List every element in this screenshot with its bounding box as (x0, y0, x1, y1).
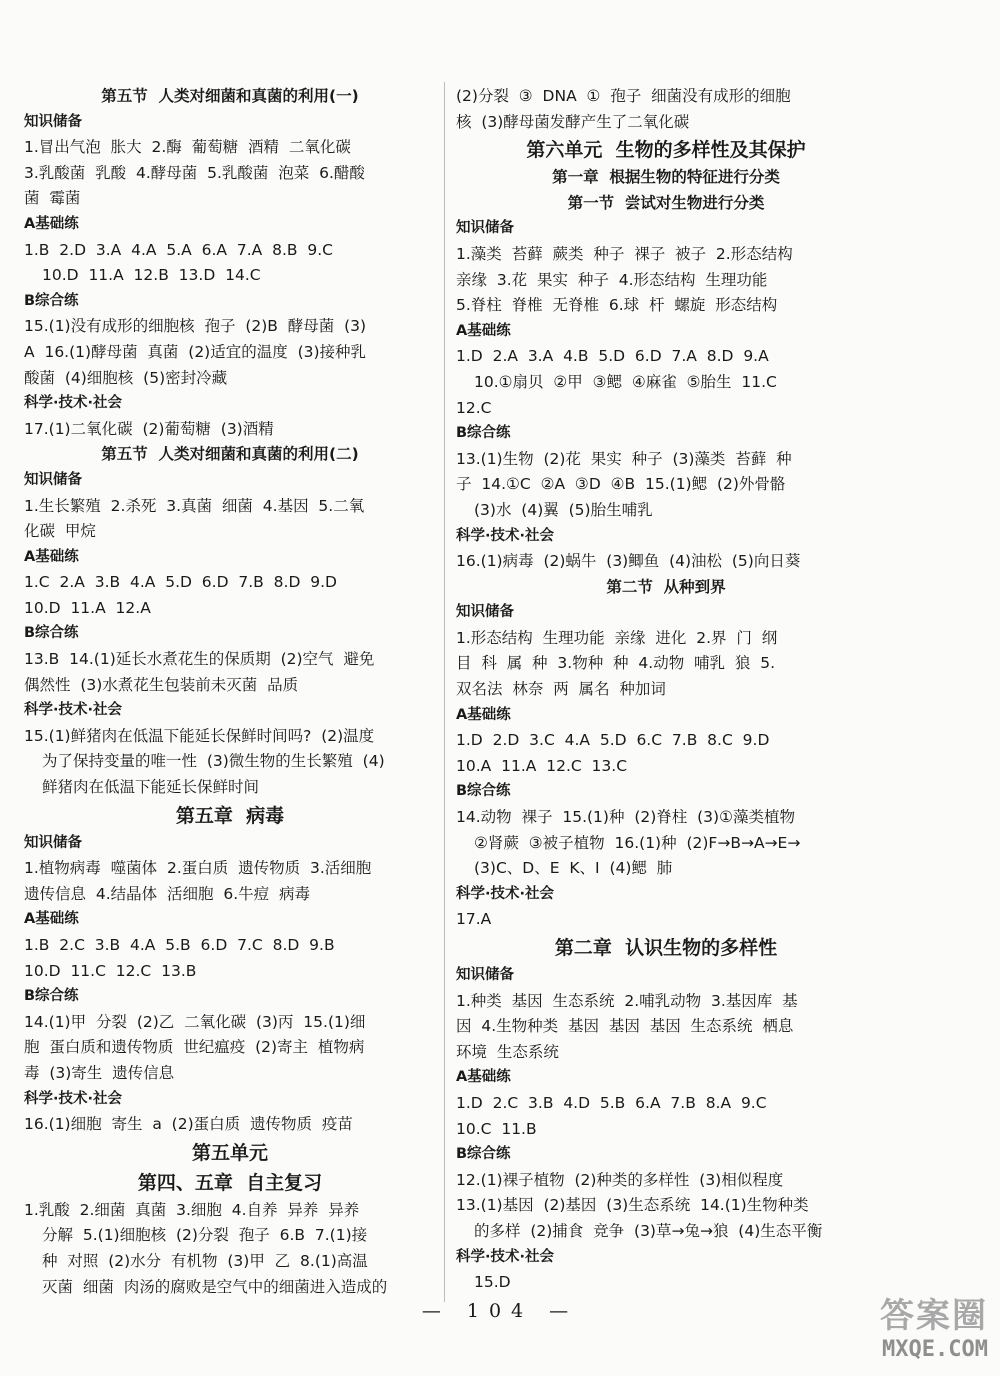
answer-line: (2)分裂 ③ DNA ① 孢子 细菌没有成形的细胞 (456, 87, 791, 105)
answer-line: 环境 生态系统 (456, 1042, 559, 1061)
answer-line: 1.C 2.A 3.B 4.A 5.D 6.D 7.B 8.D 9.D (24, 573, 337, 592)
subsection-label: 科学·技术·社会 (24, 1090, 123, 1107)
subsection-label: A基础练 (24, 911, 79, 928)
subsection-label: B综合练 (456, 1146, 511, 1163)
answer-line: 15.(1)没有成形的细胞核 孢子 (2)B 酵母菌 (3) (24, 317, 367, 336)
answer-line: 10.①扇贝 ②甲 ③鳃 ④麻雀 ⑤胎生 11.C (474, 372, 777, 391)
subsection-label: B综合练 (456, 783, 511, 800)
subsection-label: 知识储备 (456, 220, 514, 237)
answer-line: 1.B 2.C 3.B 4.A 5.B 6.D 7.C 8.D 9.B (24, 936, 335, 954)
section-heading: 第五章 病毒 (175, 804, 285, 827)
right-column (456, 84, 876, 1296)
watermark (880, 1288, 988, 1362)
answer-line: 1.B 2.D 3.A 4.A 5.A 6.A 7.A 8.B 9.C (24, 240, 333, 259)
subsection-label: A基础练 (24, 215, 79, 232)
answer-line: 为了保持变量的唯一性 (3)微生物的生长繁殖 (4) (42, 752, 385, 771)
answer-line: 12.(1)裸子植物 (2)种类的多样性 (3)相似程度 (456, 1170, 784, 1189)
answer-line: 毒 (3)寄生 遗传信息 (24, 1063, 175, 1082)
answer-line: 胞 蛋白质和遗传物质 世纪瘟疫 (2)寄主 植物病 (24, 1038, 365, 1057)
subsection-label: 知识储备 (24, 471, 82, 488)
subsection-label: B综合练 (456, 425, 511, 442)
section-heading: 第四、五章 自主复习 (137, 1171, 323, 1194)
section-heading: 第二节 从种到界 (606, 577, 726, 596)
section-heading: 第一章 根据生物的特征进行分类 (552, 168, 780, 187)
answer-line: 14.动物 裸子 15.(1)种 (2)脊柱 (3)①藻类植物 (456, 808, 795, 827)
subsection-label: A基础练 (24, 548, 79, 565)
answer-line: 1.种类 基因 生态系统 2.哺乳动物 3.基因库 基 (456, 991, 798, 1010)
answer-line: 10.A 11.A 12.C 13.C (456, 756, 628, 775)
answer-line: 1.植物病毒 噬菌体 2.蛋白质 遗传物质 3.活细胞 (24, 859, 372, 878)
answer-line: 1.D 2.C 3.B 4.D 5.B 6.A 7.B 8.A 9.C (456, 1093, 767, 1112)
subsection-label: B综合练 (24, 988, 79, 1005)
answer-line: 1.藻类 苔藓 蕨类 种子 裸子 被子 2.形态结构 (456, 244, 793, 263)
answer-line: 灭菌 细菌 肉汤的腐败是空气中的细菌进入造成的 (42, 1277, 388, 1296)
answer-line: 1.乳酸 2.细菌 真菌 3.细胞 4.自养 异养 异养 (24, 1200, 360, 1219)
subsection-label: 知识储备 (24, 834, 82, 851)
section-heading: 第五节 人类对细菌和真菌的利用(一) (101, 87, 359, 105)
answer-line: 1.D 2.D 3.C 4.A 5.D 6.C 7.B 8.C 9.D (456, 731, 770, 750)
answer-line: 13.B 14.(1)延长水煮花生的保质期 (2)空气 避免 (24, 650, 375, 669)
page-number: — 104 — (421, 1300, 579, 1322)
answer-line: 酸菌 (4)细胞核 (5)密封冷藏 (24, 368, 228, 387)
answer-line: 亲缘 3.花 果实 种子 4.形态结构 生理功能 (456, 270, 768, 289)
column-divider (444, 82, 445, 1302)
answer-line: 12.C (456, 398, 492, 417)
section-heading: 第二章 认识生物的多样性 (554, 937, 778, 959)
answer-line: ②肾蕨 ③被子植物 16.(1)种 (2)F→B→A→E→ (474, 833, 801, 852)
answer-line: 1.冒出气泡 胀大 2.酶 葡萄糖 酒精 二氧化碳 (24, 138, 351, 157)
answer-line: 种 对照 (2)水分 有机物 (3)甲 乙 8.(1)高温 (42, 1251, 368, 1270)
answer-line: 10.C 11.B (456, 1119, 537, 1138)
answer-line: 双名法 林奈 两 属名 种加词 (456, 680, 666, 699)
subsection-label: 知识储备 (24, 113, 82, 130)
answer-line: (3)C、D、E K、I (4)鳃 肺 (474, 859, 673, 878)
answer-line: 10.D 11.A 12.B 13.D 14.C (42, 266, 261, 285)
subsection-label: 科学·技术·社会 (456, 1248, 555, 1265)
answer-line: 17.(1)二氧化碳 (2)葡萄糖 (3)酒精 (24, 419, 274, 438)
answer-line: 的多样 (2)捕食 竞争 (3)草→兔→狼 (4)生态平衡 (474, 1221, 823, 1240)
section-heading: 第一节 尝试对生物进行分类 (567, 193, 765, 212)
answer-line: 10.D 11.A 12.A (24, 598, 151, 617)
answer-line: 子 14.①C ②A ③D ④B 15.(1)鳃 (2)外骨骼 (456, 475, 786, 494)
answer-line: 1.D 2.A 3.A 4.B 5.D 6.D 7.A 8.D 9.A (456, 347, 769, 366)
answer-line: 14.(1)甲 分裂 (2)乙 二氧化碳 (3)丙 15.(1)细 (24, 1012, 366, 1031)
answer-line: 分解 5.(1)细胞核 (2)分裂 孢子 6.B 7.(1)接 (42, 1226, 368, 1245)
subsection-label: 科学·技术·社会 (24, 395, 123, 412)
answer-line: 15.D (474, 1273, 511, 1292)
subsection-label: A基础练 (456, 322, 511, 339)
subsection-label: A基础练 (456, 1069, 511, 1086)
answer-line: 16.(1)细胞 寄生 a (2)蛋白质 遗传物质 疫苗 (24, 1115, 353, 1134)
answer-line: 鲜猪肉在低温下能延长保鲜时间 (42, 778, 260, 797)
subsection-label: 知识储备 (456, 604, 514, 621)
answer-line: A 16.(1)酵母菌 真菌 (2)适宜的温度 (3)接种乳 (24, 342, 367, 361)
answer-line: 5.脊柱 脊椎 无脊椎 6.球 杆 螺旋 形态结构 (456, 296, 778, 315)
subsection-label: A基础练 (456, 706, 511, 723)
answer-line: 1.形态结构 生理功能 亲缘 进化 2.界 门 纲 (456, 628, 778, 647)
subsection-label: 科学·技术·社会 (456, 885, 555, 902)
section-heading: 第五节 人类对细菌和真菌的利用(二) (101, 445, 359, 464)
subsection-label: 知识储备 (456, 967, 514, 983)
answer-line: 17.A (456, 910, 492, 929)
watermark-url: MXQE.COM (882, 1337, 988, 1362)
answer-line: 目 科 属 种 3.物种 种 4.动物 哺乳 狼 5. (456, 654, 776, 673)
answer-line: 因 4.生物种类 基因 基因 基因 生态系统 栖息 (456, 1017, 794, 1036)
section-heading: 第五单元 (191, 1141, 268, 1164)
answer-line: 3.乳酸菌 乳酸 4.酵母菌 5.乳酸菌 泡菜 6.醋酸 (24, 163, 365, 182)
answer-line: 16.(1)病毒 (2)蜗牛 (3)鲫鱼 (4)油松 (5)向日葵 (456, 552, 801, 571)
subsection-label: 科学·技术·社会 (24, 702, 123, 719)
answer-line: 15.(1)鲜猪肉在低温下能延长保鲜时间吗? (2)温度 (24, 726, 375, 745)
subsection-label: B综合练 (24, 292, 79, 309)
answer-line: 菌 霉菌 (24, 189, 81, 208)
answer-line: 13.(1)基因 (2)基因 (3)生态系统 14.(1)生物种类 (456, 1196, 809, 1215)
answer-line: 13.(1)生物 (2)花 果实 种子 (3)藻类 苔藓 种 (456, 449, 792, 468)
answer-line: 偶然性 (3)水煮花生包装前未灭菌 品质 (24, 675, 299, 694)
answer-line: 1.生长繁殖 2.杀死 3.真菌 细菌 4.基因 5.二氧 (24, 496, 365, 515)
answer-line: (3)水 (4)翼 (5)胎生哺乳 (474, 500, 653, 519)
subsection-label: 科学·技术·社会 (456, 527, 555, 544)
watermark-logo: 答案圈 (880, 1296, 988, 1336)
answer-line: 化碳 甲烷 (24, 522, 96, 541)
answer-line: 10.D 11.C 12.C 13.B (24, 961, 197, 980)
answer-line: 遗传信息 4.结晶体 活细胞 6.牛痘 病毒 (24, 884, 310, 903)
answer-line: 核 (3)酵母菌发酵产生了二氧化碳 (456, 112, 690, 131)
section-heading: 第六单元 生物的多样性及其保护 (526, 139, 806, 162)
subsection-label: B综合练 (24, 625, 79, 642)
left-column (24, 84, 436, 1300)
